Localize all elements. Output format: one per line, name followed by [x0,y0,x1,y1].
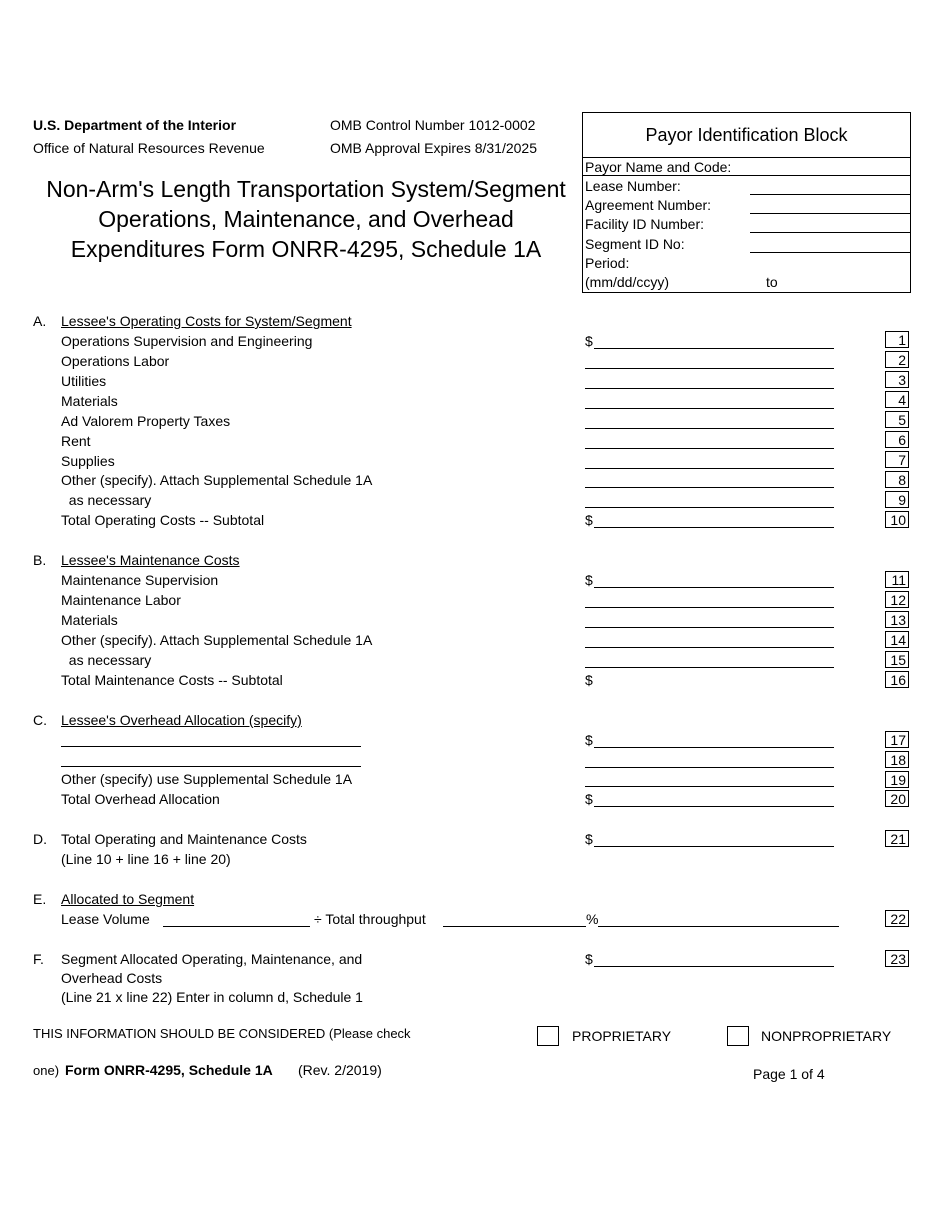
line-17-number: 17 [885,731,909,748]
lease-volume-field[interactable] [163,926,310,927]
line-19-label: Other (specify) use Supplemental Schedule 1A [61,771,353,787]
overhead-specify-field-1[interactable] [61,746,361,747]
line-13-label: Materials [61,612,118,628]
line-2-number: 2 [885,351,909,368]
line-6-number: 6 [885,431,909,448]
line-4-number: 4 [885,391,909,408]
omb-control-number: OMB Control Number 1012-0002 [330,117,536,133]
form-title: Non-Arm's Length Transportation System/Segment Operations, Maintenance, and Overhead Expenditures Form ONRR-4295, Schedule 1A [46,176,566,262]
line-21-formula: (Line 10 + line 16 + line 20) [61,851,231,867]
section-c-heading: Lessee's Overhead Allocation (specify) [61,712,302,728]
facility-id-label: Facility ID Number: [585,216,705,232]
line-10-label: Total Operating Costs -- Subtotal [61,512,265,528]
line-2-amount-field[interactable] [585,368,834,369]
line-23-label-cont: Overhead Costs [61,970,163,986]
office-name: Office of Natural Resources Revenue [33,140,265,156]
line-4-amount-field[interactable] [585,408,834,409]
line-7-amount-field[interactable] [585,468,834,469]
line-12-amount-field[interactable] [585,607,834,608]
lease-number-field[interactable] [750,194,910,195]
line-11-number: 11 [885,571,909,588]
line-1-number: 1 [885,331,909,348]
nonproprietary-label: NONPROPRIETARY [761,1028,892,1044]
line-9-label: as necessary [61,492,152,508]
line-3-amount-field[interactable] [585,388,834,389]
line-12-label: Maintenance Labor [61,592,181,608]
line-7-label: Supplies [61,453,115,469]
line-21-number: 21 [885,830,909,847]
line-10-dollar: $ [585,512,593,528]
section-e-letter: E. [33,891,47,907]
line-15-number: 15 [885,651,909,668]
omb-approval-expiry: OMB Approval Expires 8/31/2025 [330,140,538,156]
line-14-amount-field[interactable] [585,647,834,648]
form-number: Form ONRR-4295, Schedule 1A [65,1062,273,1078]
segment-id-field[interactable] [750,252,910,253]
proprietary-instruction-end: one) [33,1063,60,1078]
line-22-amount-field[interactable] [598,926,839,927]
department-name: U.S. Department of the Interior [33,117,237,133]
line-6-amount-field[interactable] [585,448,834,449]
agreement-number-label: Agreement Number: [585,197,712,213]
proprietary-label: PROPRIETARY [572,1028,672,1044]
line-3-label: Utilities [61,373,107,389]
line-23-amount-field[interactable] [594,966,834,967]
line-8-amount-field[interactable] [585,487,834,488]
section-a-heading: Lessee's Operating Costs for System/Segment [61,313,352,329]
proprietary-instruction: THIS INFORMATION SHOULD BE CONSIDERED (Please check [33,1026,411,1041]
section-b-heading: Lessee's Maintenance Costs [61,552,240,568]
line-11-dollar: $ [585,572,593,588]
line-3-number: 3 [885,371,909,388]
line-19-number: 19 [885,771,909,788]
line-18-amount-field[interactable] [585,767,834,768]
segment-id-label: Segment ID No: [585,236,685,252]
line-6-label: Rent [61,433,91,449]
agreement-number-field[interactable] [750,213,910,214]
period-to-label: to [766,274,778,290]
line-1-label: Operations Supervision and Engineering [61,333,313,349]
line-23-dollar: $ [585,951,593,967]
period-label: Period: [585,255,630,271]
section-e-heading: Allocated to Segment [61,891,195,907]
line-23-label: Segment Allocated Operating, Maintenance, and [61,951,363,967]
lease-number-label: Lease Number: [585,178,681,194]
form-revision: (Rev. 2/2019) [298,1062,382,1078]
line-22-percent: % [586,911,599,927]
line-13-number: 13 [885,611,909,628]
line-8-label: Other (specify). Attach Supplemental Schedule 1A [61,472,373,488]
line-18-number: 18 [885,751,909,768]
section-c-letter: C. [33,712,47,728]
line-10-number: 10 [885,511,909,528]
total-throughput-field[interactable] [443,926,586,927]
line-15-label: as necessary [61,652,152,668]
page-number: Page 1 of 4 [753,1066,825,1082]
line-1-amount-field[interactable] [594,348,834,349]
period-format-label: (mm/dd/ccyy) [585,274,669,290]
payor-row-divider [583,175,910,176]
section-d-letter: D. [33,831,47,847]
line-16-label: Total Maintenance Costs -- Subtotal [61,672,283,688]
line-1-dollar: $ [585,333,593,349]
line-20-label: Total Overhead Allocation [61,791,220,807]
section-b-letter: B. [33,552,47,568]
line-21-dollar: $ [585,831,593,847]
payor-name-label: Payor Name and Code: [585,159,732,175]
line-17-dollar: $ [585,732,593,748]
line-7-number: 7 [885,451,909,468]
section-f-letter: F. [33,951,44,967]
line-10-amount-field[interactable] [594,527,834,528]
line-11-label: Maintenance Supervision [61,572,219,588]
payor-identification-block [582,112,911,293]
line-9-amount-field[interactable] [585,507,834,508]
facility-id-field[interactable] [750,232,910,233]
line-2-label: Operations Labor [61,353,170,369]
line-20-dollar: $ [585,791,593,807]
line-5-label: Ad Valorem Property Taxes [61,413,231,429]
line-21-label: Total Operating and Maintenance Costs [61,831,307,847]
line-5-amount-field[interactable] [585,428,834,429]
line-14-label: Other (specify). Attach Supplemental Schedule 1A [61,632,373,648]
line-19-amount-field[interactable] [585,786,834,787]
overhead-specify-field-2[interactable] [61,766,361,767]
nonproprietary-checkbox[interactable] [727,1026,749,1046]
line-23-number: 23 [885,950,909,967]
line-9-number: 9 [885,491,909,508]
line-4-label: Materials [61,393,118,409]
line-5-number: 5 [885,411,909,428]
line-16-number: 16 [885,671,909,688]
total-throughput-label: ÷ Total throughput [314,911,426,927]
proprietary-checkbox[interactable] [537,1026,559,1046]
lease-volume-label: Lease Volume [61,911,150,927]
line-17-amount-field[interactable] [594,747,834,748]
line-15-amount-field[interactable] [585,667,834,668]
line-11-amount-field[interactable] [594,587,834,588]
line-22-number: 22 [885,910,909,927]
payor-block-heading: Payor Identification Block [583,113,910,158]
line-21-amount-field[interactable] [594,846,834,847]
line-12-number: 12 [885,591,909,608]
section-a-letter: A. [33,313,47,329]
line-8-number: 8 [885,471,909,488]
line-16-dollar: $ [585,672,593,688]
line-20-number: 20 [885,790,909,807]
line-14-number: 14 [885,631,909,648]
line-20-amount-field[interactable] [594,806,834,807]
line-23-instruction: (Line 21 x line 22) Enter in column d, Schedule 1 [61,989,363,1005]
line-13-amount-field[interactable] [585,627,834,628]
